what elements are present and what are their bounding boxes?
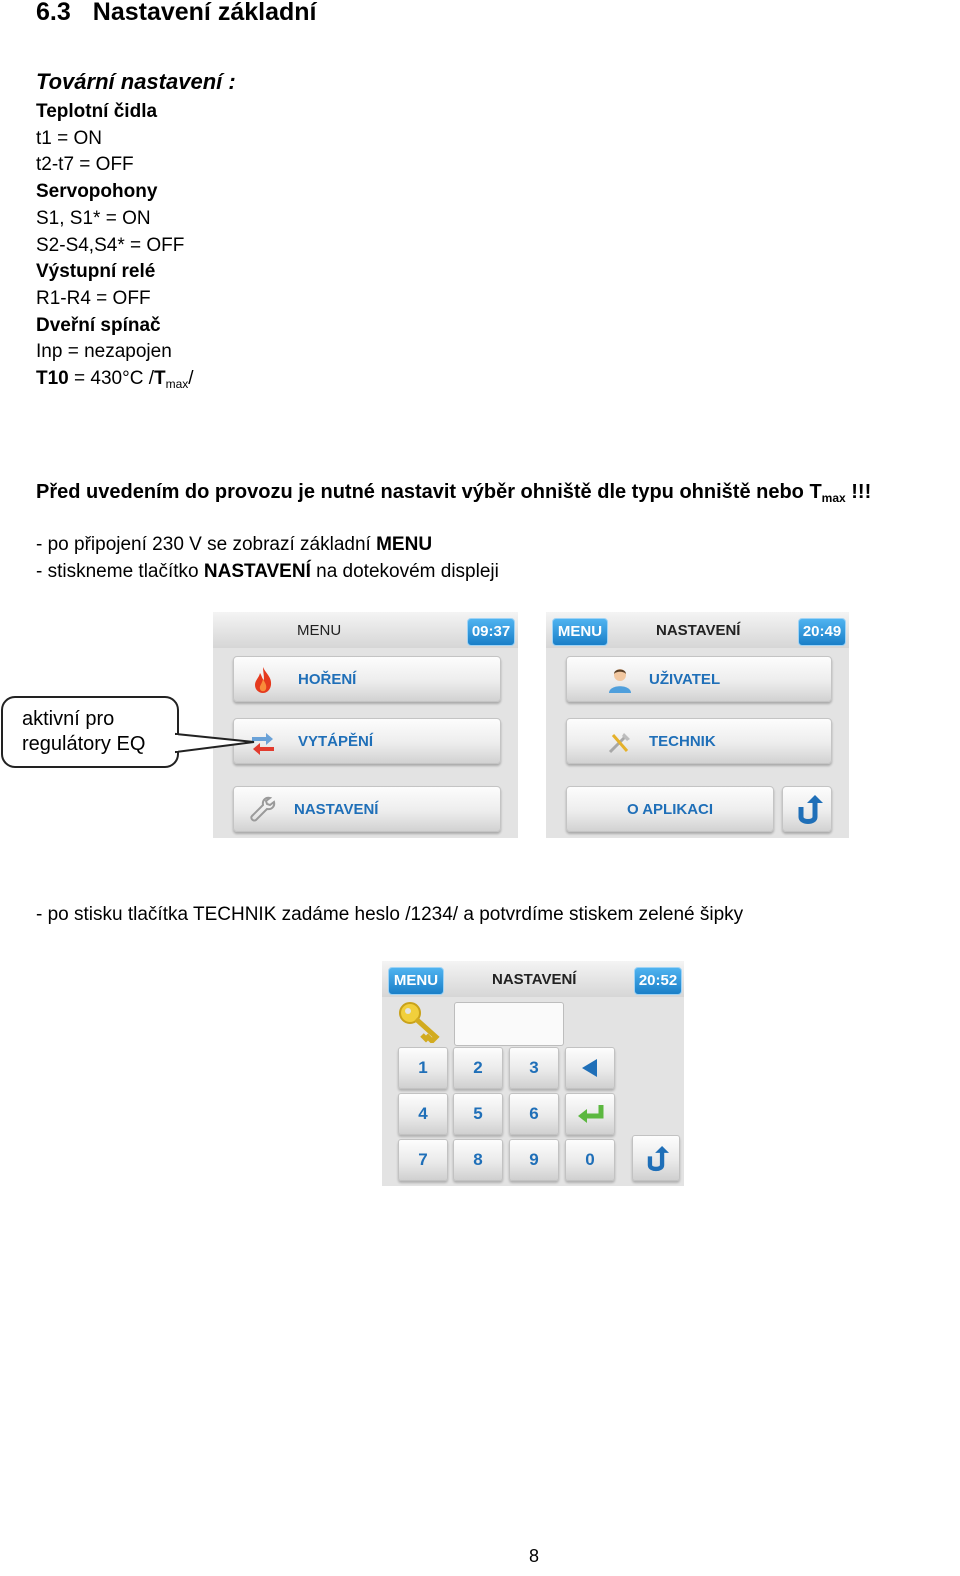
key-0[interactable]: 0 bbox=[565, 1139, 615, 1181]
key-icon bbox=[396, 999, 444, 1043]
button-label: VYTÁPĚNÍ bbox=[298, 733, 374, 750]
time-badge: 20:49 bbox=[798, 618, 846, 646]
screen-settings bbox=[546, 612, 849, 838]
t10-line: T10 = 430°C $/T_{max}/$ bbox=[36, 368, 194, 392]
enter-arrow-icon bbox=[575, 1103, 605, 1125]
time-badge: 09:37 bbox=[467, 618, 515, 646]
step-2: - stiskneme tlačítko NASTAVENÍ na dotekovém displeji bbox=[36, 561, 499, 582]
button-label: NASTAVENÍ bbox=[294, 801, 379, 818]
button-label: HOŘENÍ bbox=[298, 671, 357, 688]
back-button[interactable] bbox=[632, 1135, 680, 1181]
key-4[interactable]: 4 bbox=[398, 1093, 448, 1135]
button-label: UŽIVATEL bbox=[649, 671, 721, 688]
list-item: Servopohony bbox=[36, 181, 158, 203]
password-input[interactable] bbox=[454, 1002, 564, 1046]
key-9[interactable]: 9 bbox=[509, 1139, 559, 1181]
backspace-key[interactable] bbox=[565, 1047, 615, 1089]
user-icon bbox=[605, 665, 635, 695]
screen-title: NASTAVENÍ bbox=[492, 971, 577, 988]
warning-text: Před uvedením do provozu je nutné nastavit výběr ohniště dle typu ohniště nebo $T_{max}$ !!! bbox=[36, 481, 872, 505]
technik-button[interactable] bbox=[566, 718, 832, 764]
list-item: S2-S4,S4* = OFF bbox=[36, 234, 185, 256]
key-3[interactable]: 3 bbox=[509, 1047, 559, 1089]
list-item: S1, S1* = ON bbox=[36, 207, 151, 229]
key-7[interactable]: 7 bbox=[398, 1139, 448, 1181]
key-1[interactable]: 1 bbox=[398, 1047, 448, 1089]
step-3: - po stisku tlačítka TECHNIK zadáme heslo /1234/ a potvrdíme stiskem zelené šipky bbox=[36, 904, 744, 925]
flame-icon bbox=[248, 665, 278, 695]
screen-title: MENU bbox=[297, 622, 342, 639]
steps bbox=[36, 531, 499, 585]
list-item: Dveřní spínač bbox=[36, 314, 161, 336]
horeni-button[interactable] bbox=[233, 656, 501, 702]
callout-pointer bbox=[170, 724, 260, 764]
key-5[interactable]: 5 bbox=[453, 1093, 503, 1135]
nastaveni-button[interactable] bbox=[233, 786, 501, 832]
step-1: - po připojení 230 V se zobrazí základní MENU bbox=[36, 534, 433, 555]
vytapeni-button[interactable] bbox=[233, 718, 501, 764]
key-2[interactable]: 2 bbox=[453, 1047, 503, 1089]
list-item: R1-R4 = OFF bbox=[36, 287, 151, 309]
page-number: 8 bbox=[528, 1546, 539, 1566]
button-label: O APLIKACI bbox=[626, 801, 714, 818]
list-item: Výstupní relé bbox=[36, 261, 156, 283]
back-button[interactable] bbox=[782, 786, 832, 832]
callout-eq: aktivní pro regulátory EQ bbox=[1, 696, 179, 768]
back-u-arrow-icon bbox=[643, 1145, 669, 1173]
wrench-icon bbox=[248, 795, 278, 825]
section-title: Nastavení základní bbox=[92, 0, 317, 26]
factory-settings-list bbox=[36, 99, 194, 393]
o-aplikaci-button[interactable] bbox=[566, 786, 774, 832]
menu-badge[interactable]: MENU bbox=[388, 967, 444, 995]
key-8[interactable]: 8 bbox=[453, 1139, 503, 1181]
tools-icon bbox=[605, 727, 635, 757]
button-label: TECHNIK bbox=[649, 733, 716, 750]
screen-title: NASTAVENÍ bbox=[656, 622, 741, 639]
back-u-arrow-icon bbox=[793, 795, 823, 825]
menu-badge[interactable]: MENU bbox=[552, 618, 608, 646]
enter-key[interactable] bbox=[565, 1093, 615, 1135]
list-item: t1 = ON bbox=[36, 127, 102, 149]
section-number: 6.3 bbox=[36, 0, 71, 26]
list-item: Inp = nezapojen bbox=[36, 341, 172, 363]
uzivatel-button[interactable] bbox=[566, 656, 832, 702]
screen-password bbox=[382, 961, 684, 1186]
backspace-arrow-icon bbox=[579, 1057, 601, 1079]
time-badge: 20:52 bbox=[634, 967, 682, 995]
list-item: t2-t7 = OFF bbox=[36, 154, 134, 176]
key-6[interactable]: 6 bbox=[509, 1093, 559, 1135]
factory-settings-heading: Tovární nastavení : bbox=[36, 69, 236, 94]
section-heading bbox=[36, 0, 316, 27]
list-item: Teplotní čidla bbox=[36, 101, 158, 122]
